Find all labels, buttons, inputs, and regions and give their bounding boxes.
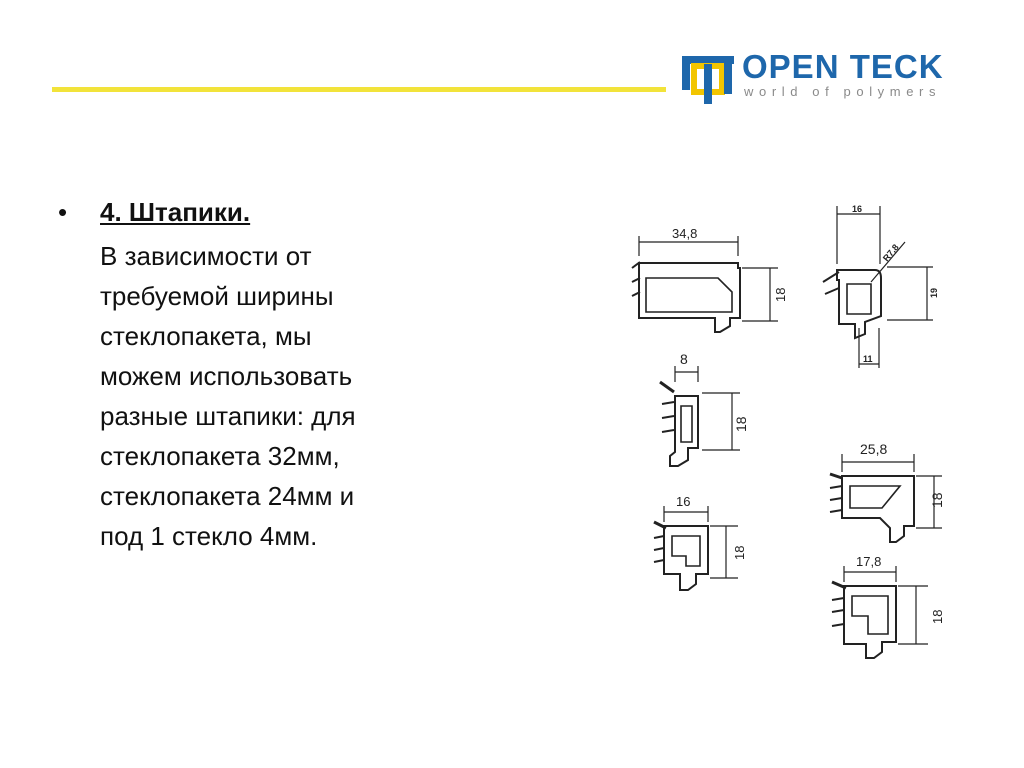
section-heading: 4. Штапики. [100, 197, 251, 227]
body-line: требуемой ширины [100, 281, 334, 311]
dimension-label: 18 [929, 492, 945, 508]
dimension-label: 16 [852, 204, 863, 214]
open-teck-logo [680, 50, 990, 106]
dimension-label: 16 [676, 494, 691, 509]
body-line: стеклопакета 24мм и [100, 481, 355, 511]
dimension-label: 18 [773, 287, 788, 302]
dimension-label: 11 [863, 354, 873, 364]
body-line: В зависимости от [100, 241, 312, 271]
logo-name: OPEN TECK [742, 48, 944, 85]
body-line: под 1 стекло 4мм. [100, 521, 318, 551]
bullet-marker: • [58, 197, 68, 227]
glazing-bead-profile-4 [820, 438, 970, 548]
dimension-label: 25,8 [860, 441, 888, 457]
dimension-label: 18 [733, 416, 749, 432]
dimension-label: R7,8 [880, 242, 901, 264]
dimension-label: 18 [732, 545, 747, 560]
dimension-label: 8 [680, 351, 688, 367]
body-line: можем использовать [100, 361, 353, 391]
body-line: стеклопакета 32мм, [100, 441, 340, 471]
dimension-label: 17,8 [856, 554, 882, 569]
yellow-header-rule [52, 87, 666, 92]
body-paragraph [100, 236, 500, 556]
dimension-label: 34,8 [672, 226, 698, 241]
logo-tagline: world of polymers [744, 84, 942, 99]
glazing-bead-profile-3 [640, 348, 760, 478]
dimension-label: 18 [930, 609, 945, 624]
body-line: стеклопакета, мы [100, 321, 312, 351]
glazing-bead-profile-6 [820, 548, 960, 668]
body-line: разные штапики: для [100, 401, 356, 431]
glazing-bead-profile-2 [815, 200, 955, 375]
dimension-label: 19 [929, 287, 939, 298]
glazing-bead-profile-1 [620, 218, 800, 343]
glazing-bead-profile-5 [640, 488, 760, 598]
logo-mark-icon [680, 50, 736, 106]
